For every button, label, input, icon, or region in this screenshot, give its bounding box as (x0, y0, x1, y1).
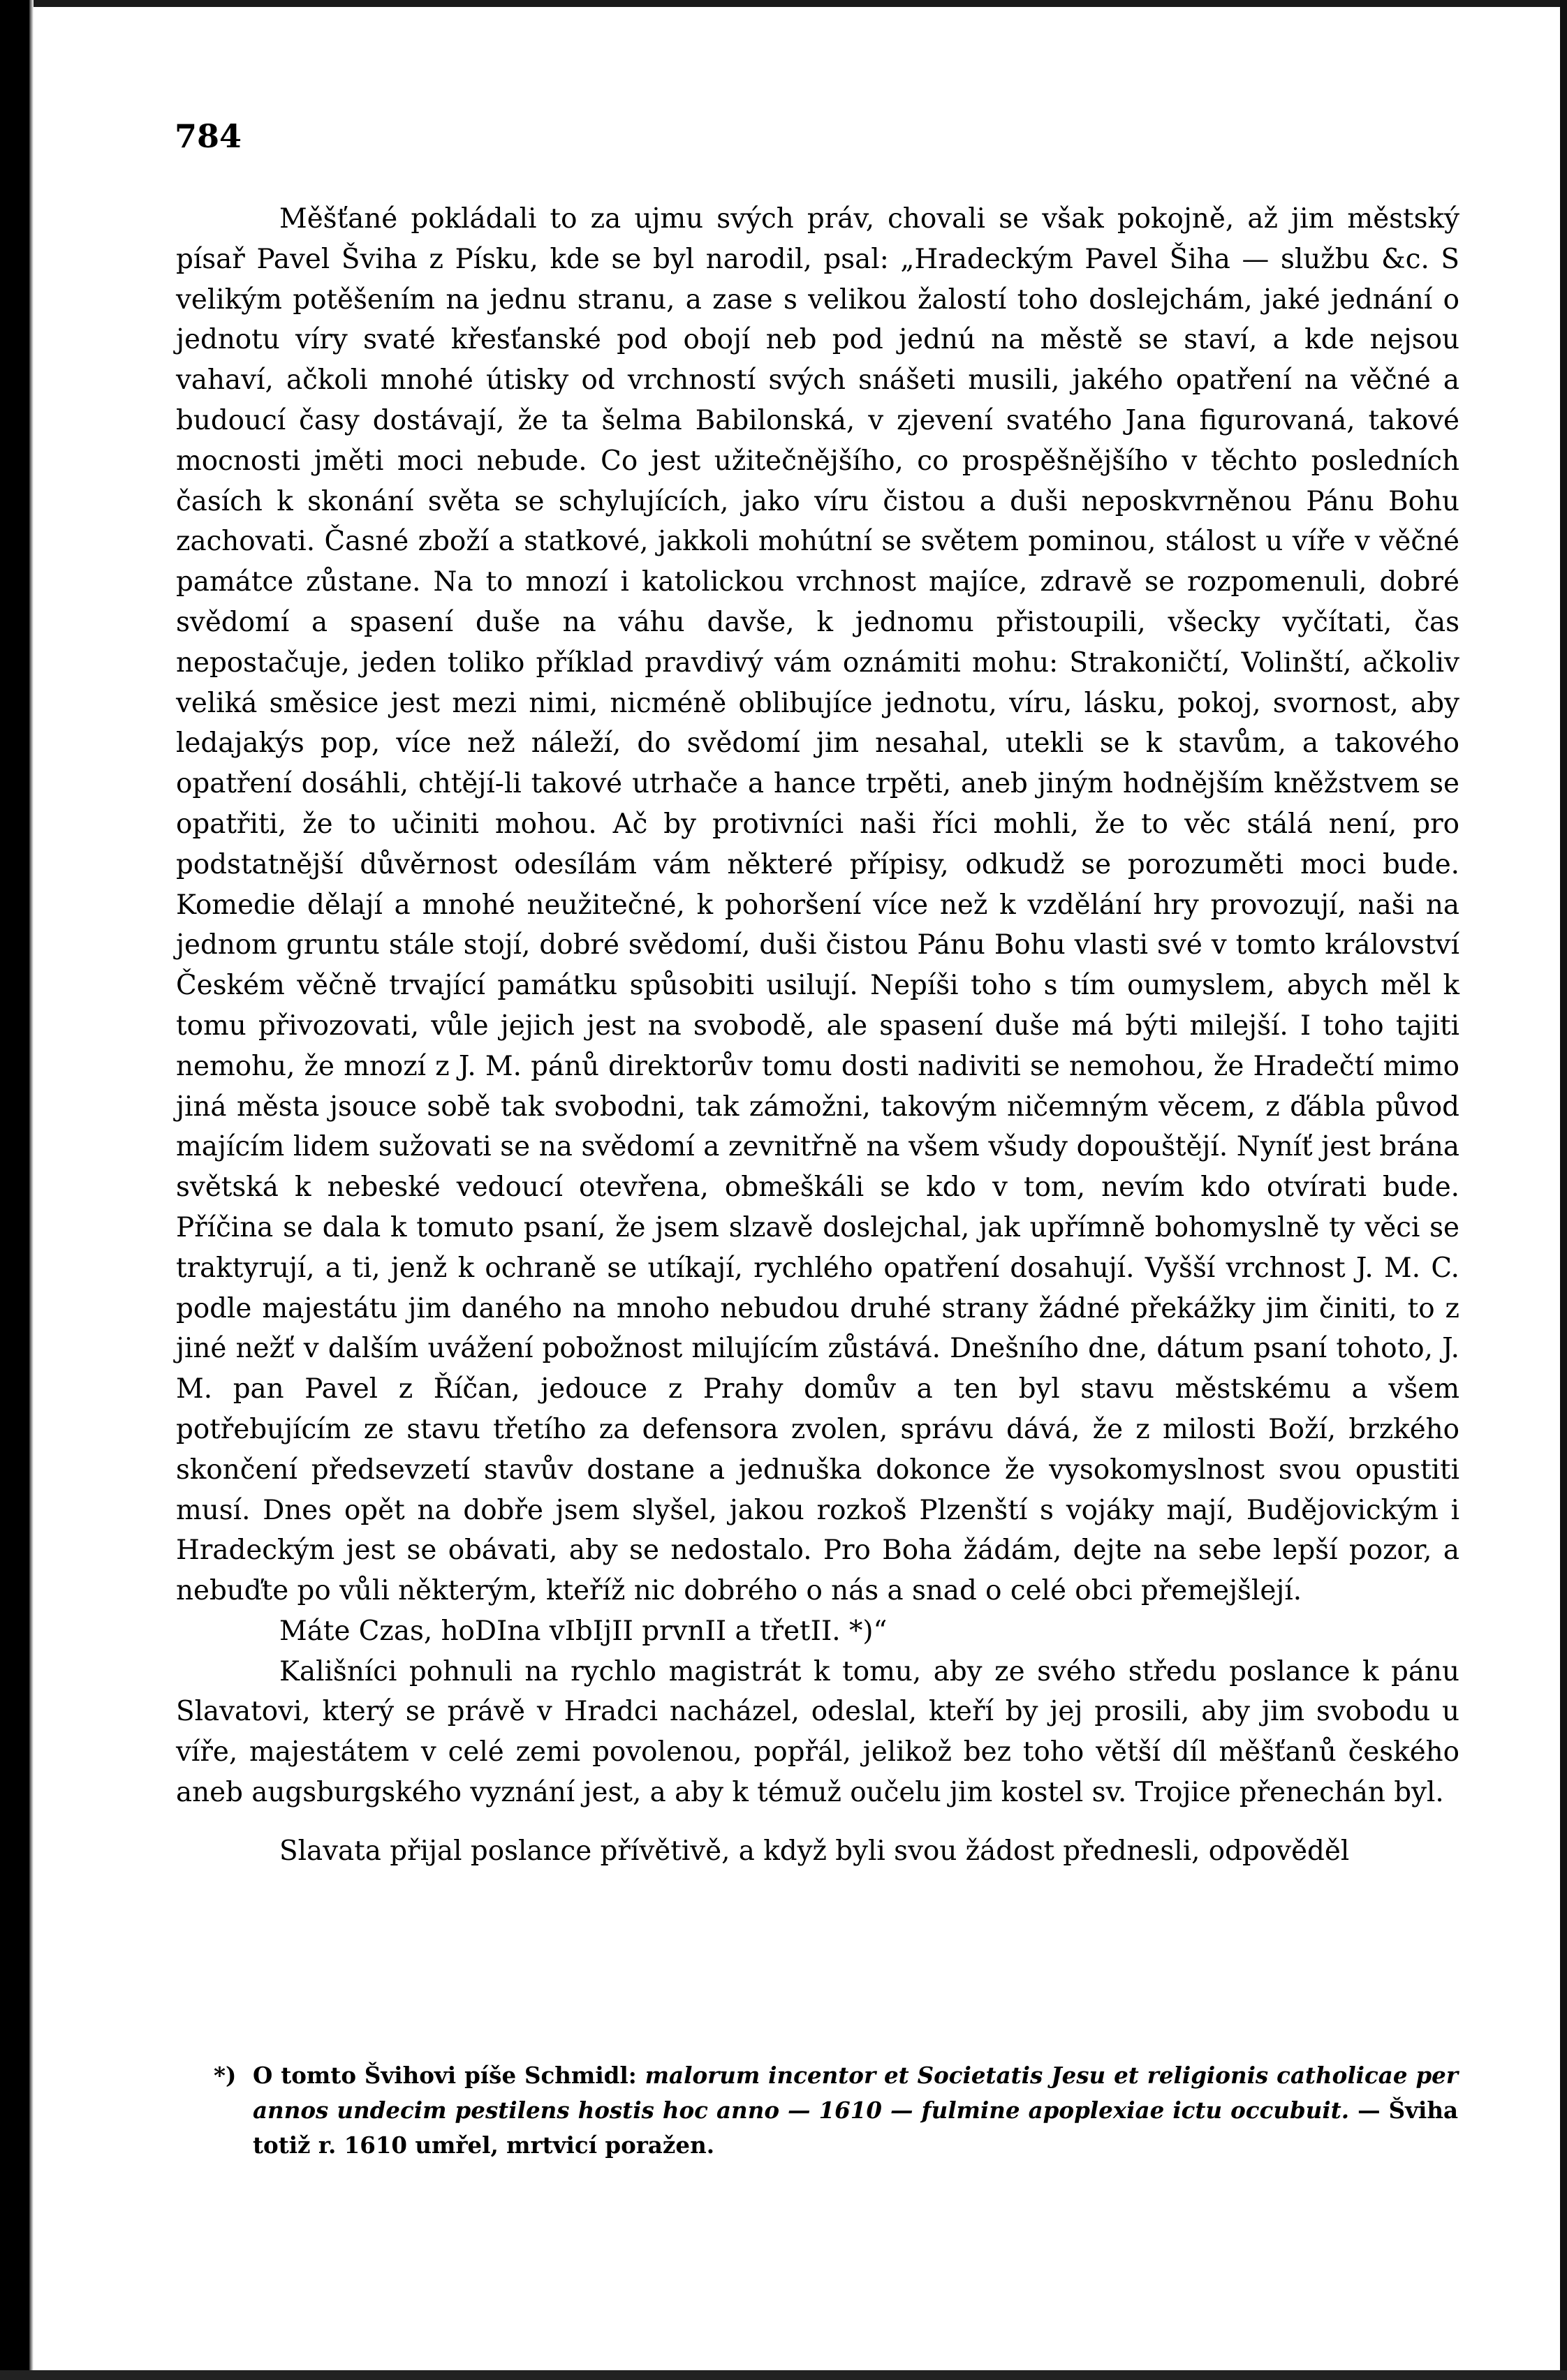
paragraph-letter: Měšťané pokládali to za ujmu svých práv, chovali se však pokojně, až jim městský písař Pavel Šviha z Písku, kde se byl narodil, psal: „Hradeckým Pavel Šiha — službu &c. S velikým potěšením na jednu stranu, a zase s velikou žalostí toho doslejchám, jaké jednání o jednotu víry svaté křesťanské pod obojí neb pod jednú na městě se staví, a kde nejsou vahaví, ačkoli mnohé útisky od vrchností svých snášeti musili, jakého opatření na věčné a budoucí časy dostávají, že ta šelma Babilonská, v zjevení svatého Jana figurovaná, takové mocnosti jměti moci nebude. Co jest užitečnějšího, co prospěšnějšího v těchto posledních časích k skonání světa se schylujících, jako víru čistou a duši neposkvrněnou Pánu Bohu zachovati. Časné zboží a statkové, jakkoli mohútní se světem pominou, stálost u víře v věčné památce zůstane. Na to mnozí i katolickou vrchnost majíce, zdravě se rozpomenuli, dobré svědomí a spasení duše na váhu davše, k jednomu přistoupili, všecky vyčítati, čas nepostačuje, jeden toliko příklad pravdivý vám oznámiti mohu: Strakoničtí, Volinští, ačkoliv veliká směsice jest mezi nimi, nicméně oblibujíce jednotu, víru, lásku, pokoj, svornost, aby ledajakýs pop, více než náleží, do svědomí jim nesahal, utekli se k stavům, a takového opatření dosáhli, chtějí-li takové utrhače a hance trpěti, aneb jiným hodnějším kněžstvem se opatřiti, že to učiniti mohou. Ač by protivníci naši říci mohli, že to věc stálá není, pro podstatnější důvěrnost odesílám vám některé přípisy, odkudž se porozuměti moci bude. Komedie dělají a mnohé neužitečné, k pohoršení více než k vzdělání hry provozují, naši na jednom gruntu stále stojí, dobré svědomí, duši čistou Pánu Bohu vlasti své v tomto království Českém věčně trvající památku spůsobiti usilují. Nepíši toho s tím oumyslem, abych měl k tomu přivozovati, vůle jejich jest na svobodě, ale spasení duše má býti milejší. I toho tajiti nemohu, že mnozí z J. M. pánů direktorův tomu dosti nadiviti se nemohou, že Hradečtí mimo jiná města jsouce sobě tak svobodni, tak zámožni, takovým ničemným věcem, z ďábla původ majícím lidem sužovati se na svědomí a zevnitřně na všem všudy dopouštějí. Nyníť jest brána světská k nebeské vedoucí otevřena, obmeškáli se kdo v tom, nevím kdo otvírati bude. Příčina se dala k tomuto psaní, že jsem slzavě doslejchal, jak upřímně bohomyslně ty věci se traktyrují, a ti, jenž k ochraně se utíkají, rychlého opatření dosahují. Vyšší vrchnost J. M. C. podle majestátu jim daného na mnoho nebudou druhé strany žádné překážky jim činiti, to z jiné nežť v dalším uvážení pobožnost milujícím zůstává. Dnešního dne, dátum psaní tohoto, J. M. pan Pavel z Říčan, jedouce z Prahy domův a ten byl stavu městskému a všem potřebujícím ze stavu třetího za defensora zvolen, správu dává, že z milosti Boží, brzkého skončení předsevzetí stavův dostane a jednuška dokonce že vysokomyslnost svou opustiti musí. Dnes opět na dobře jsem slyšel, jakou rozkoš Plzenští s vojáky mají, Budějovickým i Hradeckým jest se obávati, aby se nedostalo. Pro Boha žádám, dejte na sebe lepší pozor, a nebuďte po vůli některým, kteříž nic dobrého o nás a snad o celé obci přemejšlejí. (176, 203, 1459, 1607)
paragraph-closing-line: Máte Czas, hoDIna vIbIjII prvnII a třetII. *)“ (279, 1615, 888, 1647)
scan-edge-right (1560, 0, 1567, 2380)
scan-edge-bottom (0, 2370, 1567, 2380)
paragraph-kalisnici: Kališníci pohnuli na rychlo magistrát k tomu, aby ze svého středu poslance k pánu Slavatovi, který se právě v Hradci nacházel, odeslal, kteří by jej prosili, aby jim svobodu u víře, majestátem v celé zemi povolenou, popřál, jelikož bez toho větší díl měšťanů českého aneb augsburgského vyznání jest, a aby k témuž oučelu jim kostel sv. Trojice přenechán byl. (176, 1655, 1459, 1809)
footnote-mark: *) (214, 2062, 237, 2089)
footnote-tail: — Šviha totiž r. 1610 umřel, mrtvicí poražen. (253, 2097, 1458, 2159)
scan-edge-top (0, 0, 1567, 7)
body-text (176, 199, 1459, 1872)
footnote-quote: malorum incentor et Societatis Jesu et religionis catholicae per annos undecim pestilens hostis hoc anno — 1610 — fulmine apoplexiae ictu occubuit. (253, 2062, 1458, 2124)
footnote (214, 2058, 1458, 2163)
scan-binding-edge (0, 0, 29, 2380)
footnote-lead: O tomto Švihovi píše Schmidl: (253, 2062, 645, 2089)
page-number: 784 (175, 117, 242, 155)
paragraph-slavata: Slavata přijal poslance přívětivě, a když byli svou žádost přednesli, odpověděl (279, 1835, 1350, 1867)
